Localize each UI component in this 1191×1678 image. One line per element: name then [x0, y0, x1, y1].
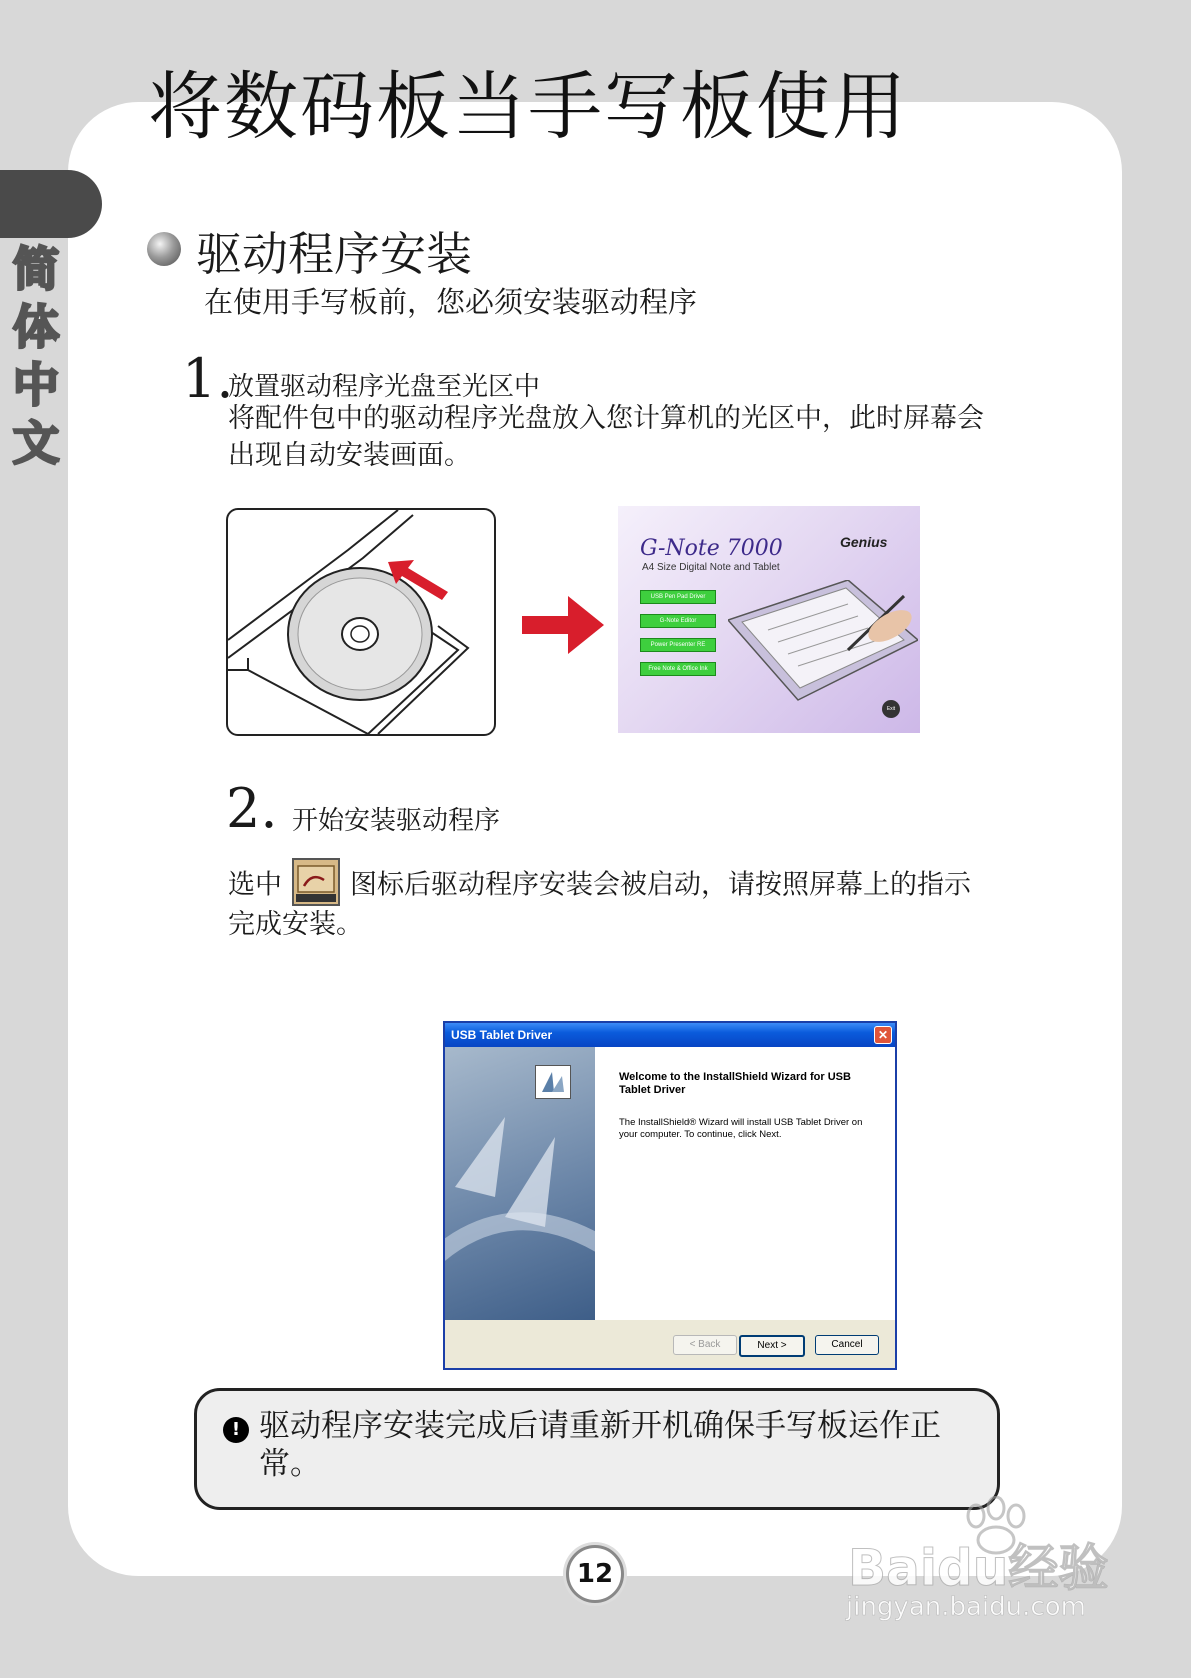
power-presenter-button[interactable]: Power Presenter RE: [640, 638, 716, 652]
tablet-driver-icon: [292, 858, 340, 906]
step2-number: 2.: [226, 777, 278, 840]
installer-window-title: USB Tablet Driver: [451, 1028, 553, 1042]
installer-window: [443, 1021, 897, 1370]
exclamation-icon: !: [223, 1417, 249, 1443]
watermark-brand: Baidu经验: [848, 1539, 1109, 1597]
section-intro: 在使用手写板前，您必须安装驱动程序: [204, 285, 698, 319]
page-title: 将数码板当手写板使用: [148, 64, 908, 150]
step2-body: [228, 866, 988, 943]
installer-side-banner: [445, 1047, 595, 1320]
step2-body-lead: 选中: [228, 869, 282, 901]
installshield-logo-icon: [535, 1065, 571, 1099]
tablet-illustration-icon: [728, 580, 918, 710]
close-icon[interactable]: ✕: [874, 1026, 892, 1044]
note-text: 驱动程序安装完成后请重新开机确保手写板运作正常。: [259, 1408, 941, 1482]
splash-product-name: G-Note 7000: [640, 536, 783, 561]
step1-title: 放置驱动程序光盘至光区中: [228, 372, 541, 402]
note-box: [194, 1388, 1000, 1510]
installer-description: The InstallShield® Wizard will install USB Tablet Driver on your computer. To continue, click Next.: [619, 1117, 863, 1140]
step2-body-rest: 图标后驱动程序安装会被启动，请按照屏幕上的指示完成安装。: [228, 869, 971, 940]
g-note-editor-button[interactable]: G-Note Editor: [640, 614, 716, 628]
language-tab: [0, 170, 102, 238]
language-label: 简体中文: [13, 242, 59, 470]
next-button[interactable]: Next >: [739, 1335, 805, 1357]
installer-titlebar: [445, 1023, 895, 1047]
cancel-button[interactable]: Cancel: [815, 1335, 879, 1355]
cd-drawer-icon: [228, 510, 494, 734]
autorun-splash-screen: [618, 506, 920, 733]
tablet-driver-icon-graphic: [294, 860, 338, 904]
usb-pen-pad-driver-button[interactable]: USB Pen Pad Driver: [640, 590, 716, 604]
installshield-sails-icon: [445, 1047, 595, 1320]
installer-content-pane: [595, 1047, 895, 1320]
installshield-logo-graphic: [536, 1066, 570, 1098]
next-arrow-icon: [522, 596, 604, 654]
step1-body: 将配件包中的驱动程序光盘放入您计算机的光区中，此时屏幕会出现自动安装画面。: [228, 403, 984, 471]
watermark-url: jingyan.baidu.com: [846, 1592, 1086, 1622]
installer-heading: Welcome to the InstallShield Wizard for USB Tablet Driver: [619, 1071, 851, 1096]
cd-drawer-illustration: [226, 508, 496, 736]
section-title: 驱动程序安装: [196, 227, 472, 281]
step1-number: 1.: [182, 347, 234, 410]
genius-logo: Genius: [840, 534, 888, 550]
page-number: 12: [566, 1545, 624, 1603]
splash-subtitle: A4 Size Digital Note and Tablet: [642, 562, 780, 573]
free-note-office-ink-button[interactable]: Free Note & Office Ink: [640, 662, 716, 676]
step2-title: 开始安装驱动程序: [292, 806, 501, 836]
section-bullet-icon: [147, 232, 181, 266]
exit-button[interactable]: Exit: [882, 700, 900, 718]
back-button[interactable]: < Back: [673, 1335, 737, 1355]
